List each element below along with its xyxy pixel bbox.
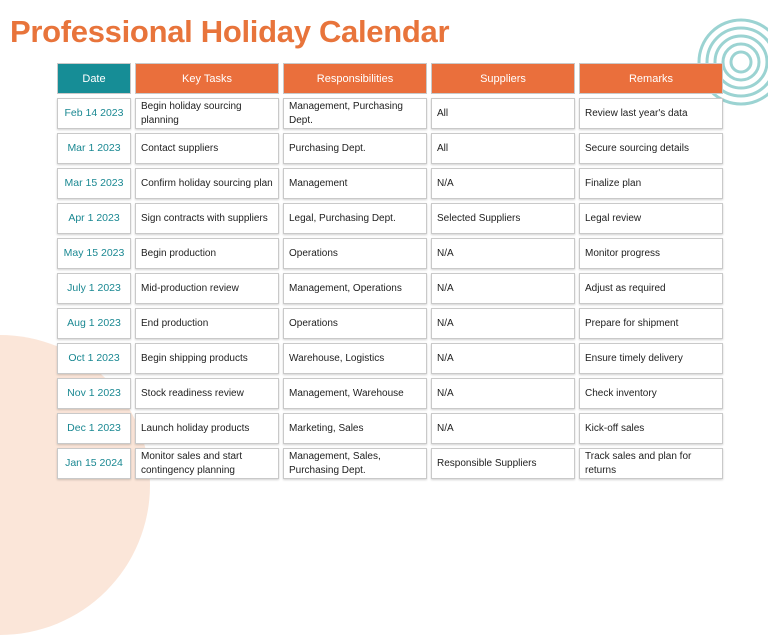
date-cell: Mar 15 2023	[57, 168, 131, 199]
task-cell: Sign contracts with suppliers	[135, 203, 279, 234]
page-title: Professional Holiday Calendar	[10, 14, 450, 49]
remark-cell: Secure sourcing details	[579, 133, 723, 164]
supplier-cell: N/A	[431, 168, 575, 199]
task-cell: Begin production	[135, 238, 279, 269]
supplier-cell: All	[431, 133, 575, 164]
remark-cell: Kick-off sales	[579, 413, 723, 444]
date-cell: Feb 14 2023	[57, 98, 131, 129]
task-cell: Stock readiness review	[135, 378, 279, 409]
supplier-cell: All	[431, 98, 575, 129]
responsibility-cell: Management, Sales, Purchasing Dept.	[283, 448, 427, 479]
header-date: Date	[57, 63, 131, 94]
date-cell: Dec 1 2023	[57, 413, 131, 444]
remark-cell: Check inventory	[579, 378, 723, 409]
task-cell: Begin shipping products	[135, 343, 279, 374]
responsibility-cell: Management, Operations	[283, 273, 427, 304]
task-cell: Mid-production review	[135, 273, 279, 304]
header-responsibilities: Responsibilities	[283, 63, 427, 94]
task-cell: Begin holiday sourcing planning	[135, 98, 279, 129]
responsibility-cell: Management, Purchasing Dept.	[283, 98, 427, 129]
date-cell: Apr 1 2023	[57, 203, 131, 234]
remark-cell: Review last year's data	[579, 98, 723, 129]
remark-cell: Ensure timely delivery	[579, 343, 723, 374]
supplier-cell: N/A	[431, 238, 575, 269]
supplier-cell: Selected Suppliers	[431, 203, 575, 234]
date-cell: Jan 15 2024	[57, 448, 131, 479]
supplier-cell: Responsible Suppliers	[431, 448, 575, 479]
responsibility-cell: Management	[283, 168, 427, 199]
remark-cell: Finalize plan	[579, 168, 723, 199]
header-suppliers: Suppliers	[431, 63, 575, 94]
remark-cell: Legal review	[579, 203, 723, 234]
remark-cell: Prepare for shipment	[579, 308, 723, 339]
supplier-cell: N/A	[431, 413, 575, 444]
supplier-cell: N/A	[431, 273, 575, 304]
task-cell: End production	[135, 308, 279, 339]
date-cell: May 15 2023	[57, 238, 131, 269]
task-cell: Confirm holiday sourcing plan	[135, 168, 279, 199]
responsibility-cell: Management, Warehouse	[283, 378, 427, 409]
remark-cell: Track sales and plan for returns	[579, 448, 723, 479]
header-remarks: Remarks	[579, 63, 723, 94]
header-key-tasks: Key Tasks	[135, 63, 279, 94]
responsibility-cell: Legal, Purchasing Dept.	[283, 203, 427, 234]
responsibility-cell: Warehouse, Logistics	[283, 343, 427, 374]
date-cell: July 1 2023	[57, 273, 131, 304]
remark-cell: Adjust as required	[579, 273, 723, 304]
supplier-cell: N/A	[431, 378, 575, 409]
remark-cell: Monitor progress	[579, 238, 723, 269]
supplier-cell: N/A	[431, 308, 575, 339]
responsibility-cell: Operations	[283, 238, 427, 269]
date-cell: Aug 1 2023	[57, 308, 131, 339]
holiday-calendar-table	[57, 63, 723, 479]
task-cell: Monitor sales and start contingency planning	[135, 448, 279, 479]
date-cell: Oct 1 2023	[57, 343, 131, 374]
responsibility-cell: Operations	[283, 308, 427, 339]
task-cell: Launch holiday products	[135, 413, 279, 444]
responsibility-cell: Marketing, Sales	[283, 413, 427, 444]
responsibility-cell: Purchasing Dept.	[283, 133, 427, 164]
task-cell: Contact suppliers	[135, 133, 279, 164]
supplier-cell: N/A	[431, 343, 575, 374]
date-cell: Nov 1 2023	[57, 378, 131, 409]
date-cell: Mar 1 2023	[57, 133, 131, 164]
